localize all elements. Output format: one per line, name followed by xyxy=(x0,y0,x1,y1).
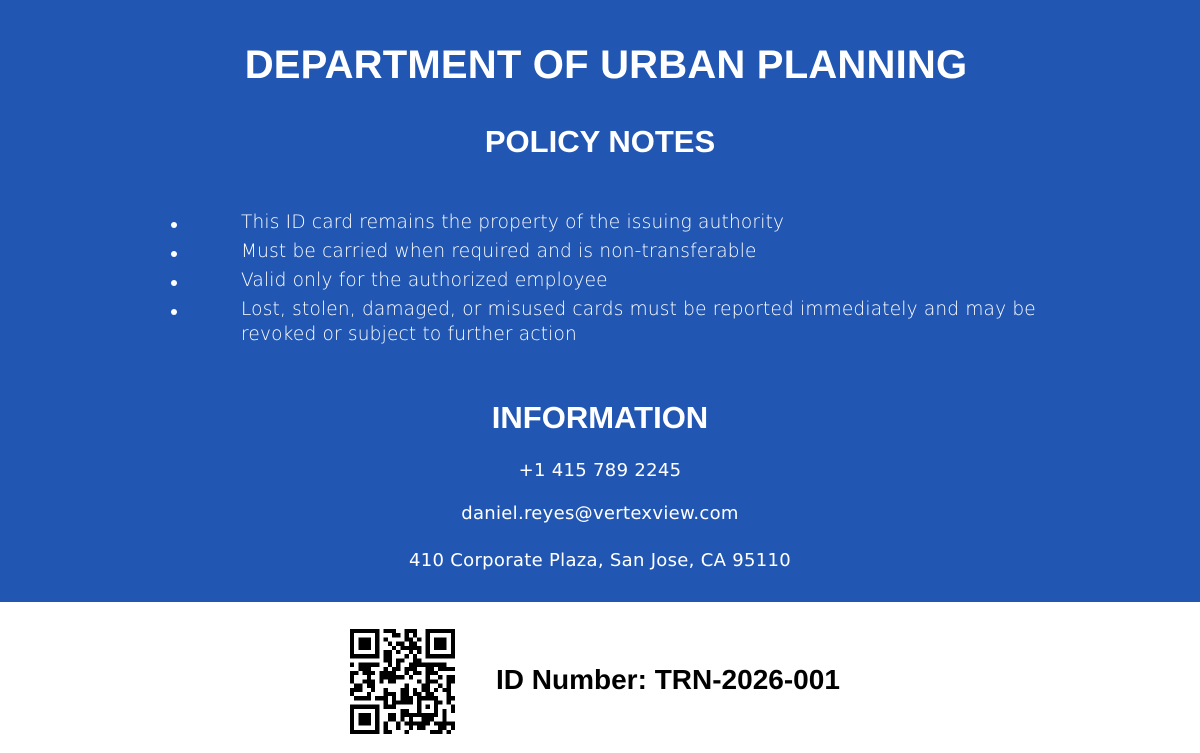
id-number-value: TRN-2026-001 xyxy=(654,664,840,695)
policy-note-text: Must be carried when required and is non-transferable xyxy=(241,241,757,262)
policy-notes-list xyxy=(168,210,1068,351)
bullet-icon xyxy=(171,222,177,228)
contact-phone: +1 415 789 2245 xyxy=(518,460,682,481)
policy-note-text: Valid only for the authorized employee xyxy=(241,270,608,291)
bullet-icon xyxy=(171,280,177,286)
policy-note-item xyxy=(168,297,1068,347)
id-number-line xyxy=(496,664,840,696)
information-heading: INFORMATION xyxy=(491,400,709,435)
bullet-icon xyxy=(171,251,177,257)
policy-note-item xyxy=(168,268,1068,293)
id-number-label: ID Number: xyxy=(496,664,647,695)
qr-code-icon xyxy=(350,629,455,734)
policy-note-item xyxy=(168,239,1068,264)
policy-notes-heading: POLICY NOTES xyxy=(484,124,716,159)
policy-note-text: Lost, stolen, damaged, or misused cards must be reported immediately and may be revoked or subject to further action xyxy=(241,299,1036,345)
policy-note-text: This ID card remains the property of the issuing authority xyxy=(241,212,785,233)
contact-email: daniel.reyes@vertexview.com xyxy=(461,503,739,524)
contact-address: 410 Corporate Plaza, San Jose, CA 95110 xyxy=(409,550,791,571)
policy-note-item xyxy=(168,210,1068,235)
department-title: DEPARTMENT OF URBAN PLANNING xyxy=(244,43,968,87)
bullet-icon xyxy=(171,309,177,315)
